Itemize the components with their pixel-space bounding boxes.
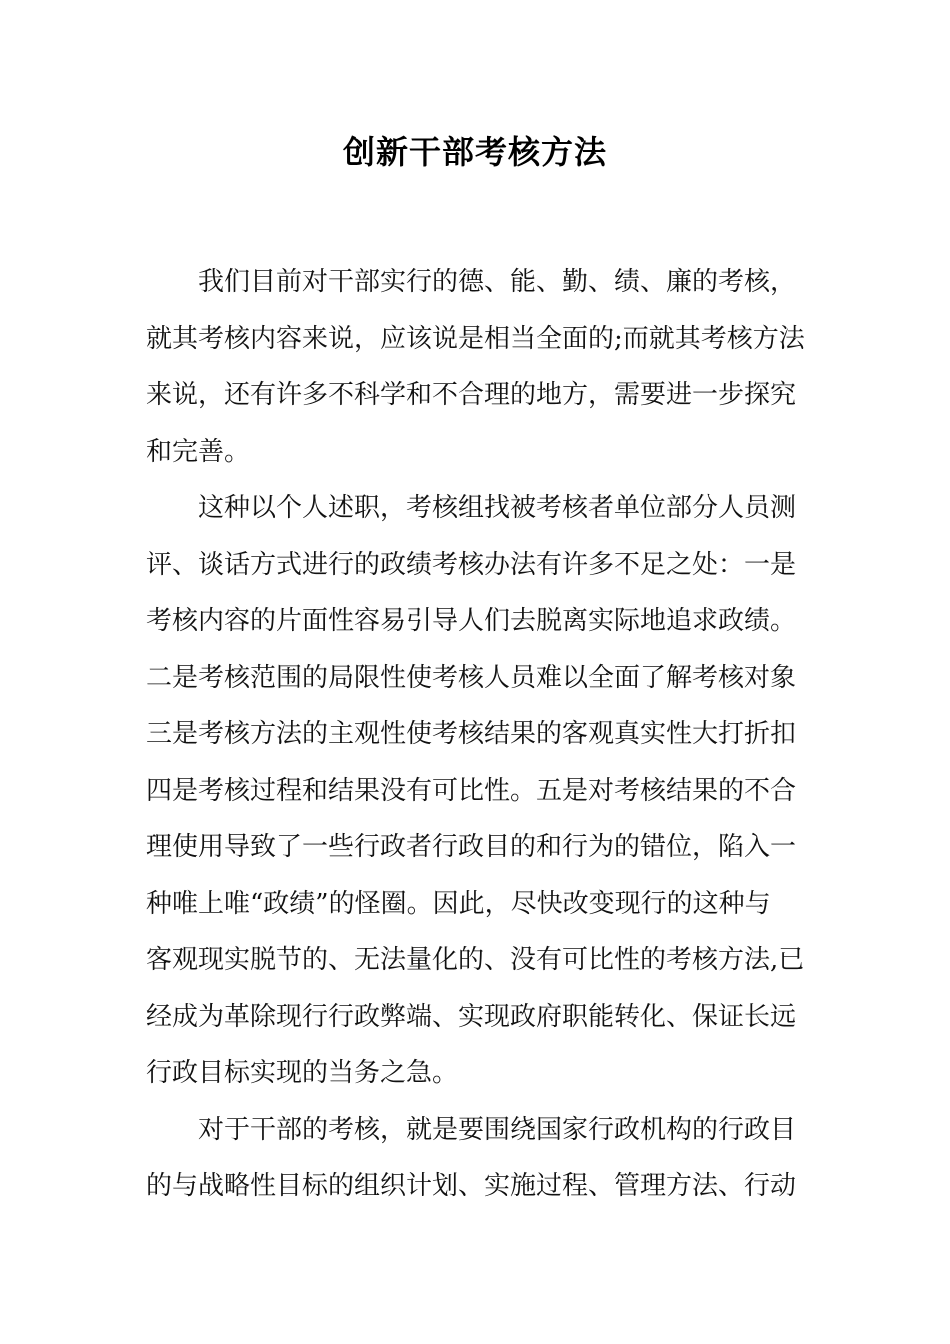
text-line: 考核内容的片面性容易引导人们去脱离实际地追求政绩。 [146, 606, 797, 636]
text-line: 和完善。 [146, 436, 251, 467]
document-title: 创新干部考核方法 [342, 133, 607, 171]
text-line: 评、谈话方式进行的政绩考核办法有许多不足之处：一是 [146, 549, 797, 580]
text-line: 二是考核范围的局限性使考核人员难以全面了解考核对象 [146, 662, 797, 693]
text-line: 四是考核过程和结果没有可比性。五是对考核结果的不合 [146, 775, 797, 806]
text-line: 对于干部的考核，就是要围绕国家行政机构的行政目 [198, 1114, 797, 1145]
text-line: 的与战略性目标的组织计划、实施过程、管理方法、行动 [146, 1171, 797, 1201]
text-line: 客观现实脱节的、无法量化的、没有可比性的考核方法,已 [146, 945, 805, 975]
text-line: 行政目标实现的当务之急。 [146, 1058, 459, 1088]
document-body [146, 254, 808, 1215]
text-line: 就其考核内容来说，应该说是相当全面的;而就其考核方法 [146, 323, 805, 354]
text-line: 三是考核方法的主观性使考核结果的客观真实性大打折扣 [146, 719, 797, 749]
text-line: 经成为革除现行行政弊端、实现政府职能转化、保证长远 [146, 1001, 797, 1032]
text-line: 这种以个人述职，考核组找被考核者单位部分人员测 [198, 493, 797, 523]
text-line: 种唯上唯“政绩”的怪圈。因此，尽快改变现行的这种与 [146, 888, 771, 919]
text-line: 来说，还有许多不科学和不合理的地方，需要进一步探究 [146, 380, 797, 410]
text-line: 理使用导致了一些行政者行政目的和行为的错位，陷入一 [146, 832, 797, 862]
text-line: 我们目前对干部实行的德、能、勤、绩、廉的考核， [198, 267, 797, 297]
